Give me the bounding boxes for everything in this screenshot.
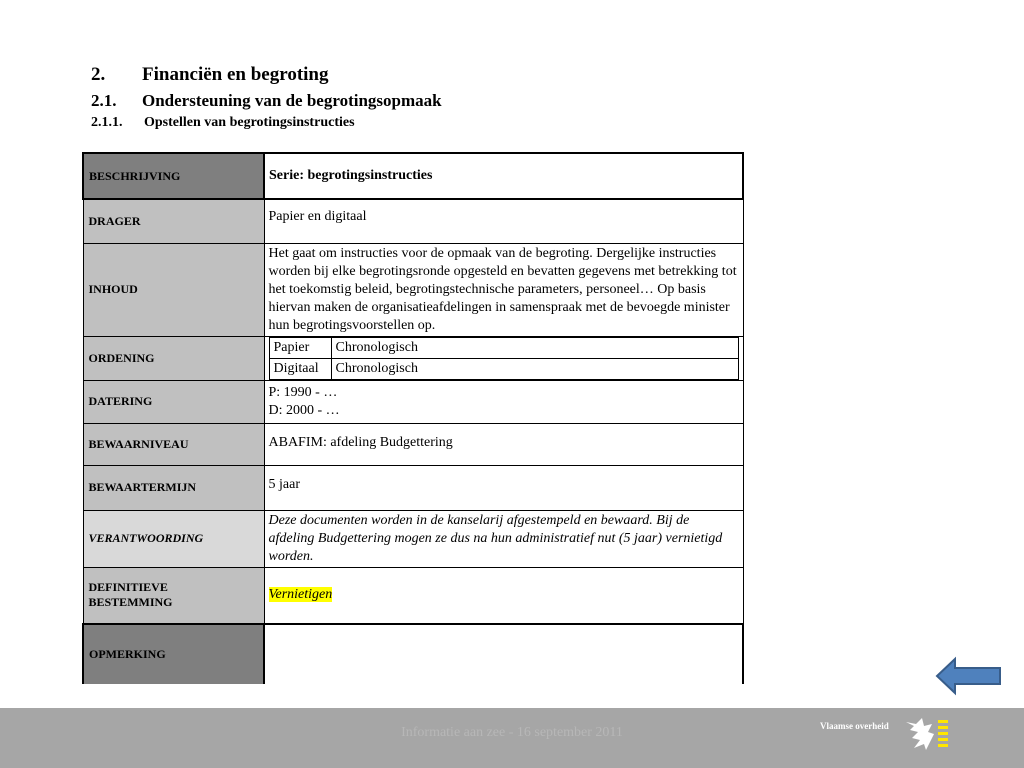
datering-line-2: D: 2000 - … (268, 402, 340, 418)
value-datering (264, 380, 743, 423)
value-beschrijving: Serie: begrotingsinstructies (264, 153, 743, 199)
label-drager: DRAGER (83, 199, 264, 243)
label-bestemming-line-1: DEFINITIEVE (88, 580, 168, 595)
row-verantwoording (83, 510, 743, 567)
row-ordening (83, 336, 743, 380)
footer-bar (0, 708, 1024, 768)
label-ordening: ORDENING (83, 336, 264, 380)
row-inhoud (83, 243, 743, 336)
heading-1-text: Financiën en begroting (142, 64, 329, 85)
value-ordening (264, 336, 743, 380)
label-bewaartermijn: BEWAARTERMIJN (83, 465, 264, 510)
row-bewaartermijn (83, 465, 743, 510)
ordening-value: Chronologisch (331, 337, 738, 358)
ordening-row (269, 358, 738, 379)
label-bestemming-line-2: BESTEMMING (88, 595, 173, 610)
ordening-value: Chronologisch (331, 358, 738, 379)
heading-3 (91, 115, 355, 131)
row-drager (83, 199, 743, 243)
value-bewaarniveau: ABAFIM: afdeling Budgettering (264, 423, 743, 465)
label-beschrijving: BESCHRIJVING (83, 153, 264, 199)
heading-2-text: Ondersteuning van de begrotingsopmaak (142, 91, 442, 110)
value-inhoud: Het gaat om instructies voor de opmaak van de begroting. Dergelijke instructies worden bij elke begrotingsronde opgesteld en bevatten gegevens met betrekking tot het toekomstig beleid, begrotingstechnische parameters, personeel… Op basis hiervan maken de organisatieafdelingen in samenspraak met de bevoegde minister hun begrotingsvoorstellen op. (264, 243, 743, 336)
heading-2 (91, 91, 442, 111)
value-verantwoording: Deze documenten worden in de kanselarij afgestempeld en bewaard. Bij de afdeling Budgettering mogen ze dus na hun administratief nut (5 jaar) vernietigd worden. (264, 510, 743, 567)
value-bewaartermijn: 5 jaar (264, 465, 743, 510)
label-bestemming (83, 567, 264, 624)
heading-1 (91, 64, 329, 86)
value-opmerking (264, 624, 743, 684)
heading-2-number: 2.1. (91, 91, 117, 110)
row-opmerking (83, 624, 743, 684)
heading-1-number: 2. (91, 64, 106, 85)
heading-3-number: 2.1.1. (91, 115, 123, 130)
back-arrow-icon[interactable] (935, 656, 1003, 696)
bestemming-highlight: Vernietigen (268, 587, 333, 603)
datering-line-1: P: 1990 - … (268, 384, 338, 400)
flemish-lion-logo-icon (900, 714, 952, 754)
brand-name: Vlaamse overheid (820, 721, 889, 731)
row-datering (83, 380, 743, 423)
footer-text: Informatie aan zee - 16 september 2011 (401, 725, 623, 740)
ordening-subtable (269, 337, 739, 380)
label-datering: DATERING (83, 380, 264, 423)
row-beschrijving (83, 153, 743, 199)
heading-3-text: Opstellen van begrotingsinstructies (144, 115, 355, 130)
record-table (82, 152, 744, 684)
row-bewaarniveau (83, 423, 743, 465)
value-bestemming (264, 567, 743, 624)
label-opmerking: OPMERKING (83, 624, 264, 684)
label-bewaarniveau: BEWAARNIVEAU (83, 423, 264, 465)
ordening-key: Digitaal (269, 358, 331, 379)
ordening-row (269, 337, 738, 358)
ordening-key: Papier (269, 337, 331, 358)
label-inhoud: INHOUD (83, 243, 264, 336)
label-verantwoording: VERANTWOORDING (83, 510, 264, 567)
value-drager: Papier en digitaal (264, 199, 743, 243)
row-bestemming (83, 567, 743, 624)
